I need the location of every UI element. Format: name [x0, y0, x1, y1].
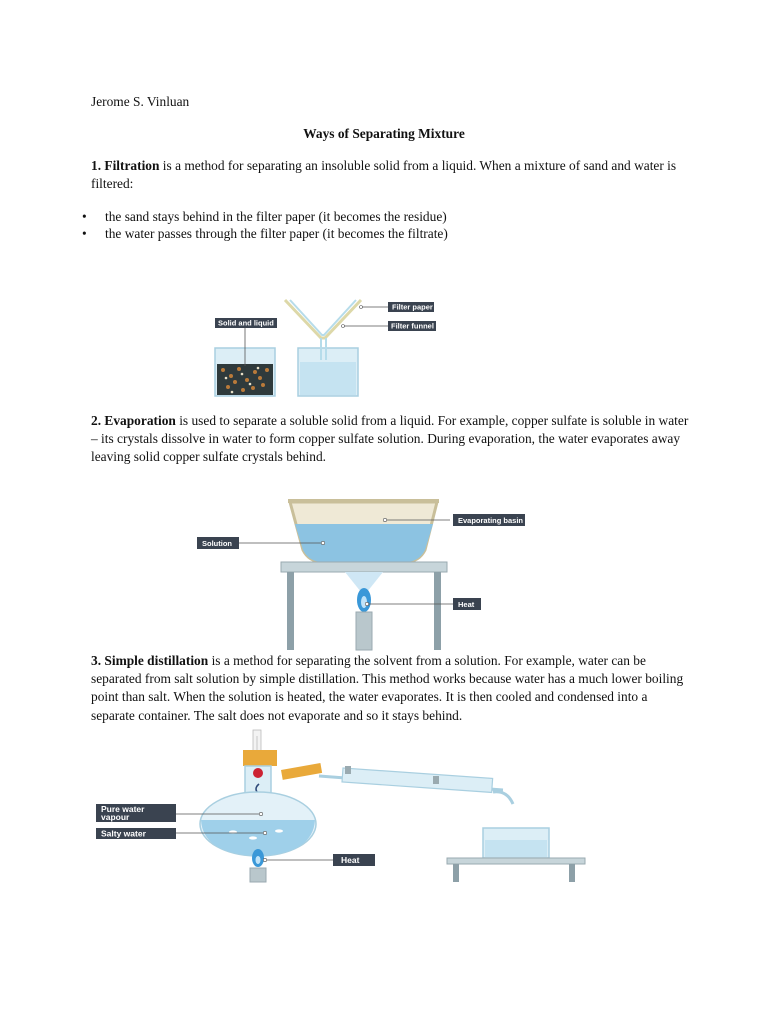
filtration-paragraph [91, 157, 691, 193]
filtration-diagram [195, 290, 434, 400]
bullet-text: the sand stays behind in the filter paper (it becomes the residue) [105, 209, 447, 224]
section-number: 2. [91, 413, 102, 428]
section-text: is a method for separating an insoluble solid from a liquid. When a mixture of sand and water is filtered: [91, 158, 677, 192]
solution-label: Solution [202, 539, 232, 548]
section-number: 1. [91, 158, 102, 173]
section-text: is a method for separating the solvent from a solution. For example, water can be separated from salt solution by simple distillation. This method works because water has a much lower boiling point than salt. When the solution is heated, the water evaporates. It is then cooled and condensed into a separate container. The salt does not evaporate and so it stays behind. [91, 653, 684, 723]
section-term: Filtration [104, 158, 160, 173]
distillation-diagram [93, 728, 693, 888]
heat-label: Heat [341, 855, 360, 865]
evaporation-diagram [195, 490, 535, 652]
evaporation-paragraph [91, 412, 691, 467]
bullet-text: the water passes through the filter paper (it becomes the filtrate) [105, 226, 448, 241]
section-number: 3. [91, 653, 102, 668]
section-term: Simple distillation [104, 653, 209, 668]
bullet-dot: • [82, 209, 87, 224]
solid-liquid-label: Solid and liquid [218, 318, 274, 328]
evaporating-basin-label: Evaporating basin [458, 516, 524, 525]
heat-label: Heat [458, 600, 475, 609]
filter-funnel-label: Filter funnel [391, 321, 434, 331]
salty-water-label: Salty water [101, 828, 146, 839]
section-term: Evaporation [104, 413, 176, 428]
filter-paper-label: Filter paper [392, 302, 433, 312]
vapour-label-line1: Pure water [101, 804, 145, 814]
author-name: Jerome S. Vinluan [91, 94, 190, 109]
document-title: Ways of Separating Mixture [303, 126, 465, 141]
distillation-paragraph [91, 652, 691, 725]
vapour-label-line2: vapour [101, 812, 130, 822]
section-text: is used to separate a soluble solid from a liquid. For example, copper sulfate is soluble in water – its crystals dissolve in water to form copper sulfate solution. During evaporation, the water evaporates away leaving solid copper sulfate crystals behind. [91, 413, 689, 465]
bullet-dot: • [82, 226, 87, 241]
